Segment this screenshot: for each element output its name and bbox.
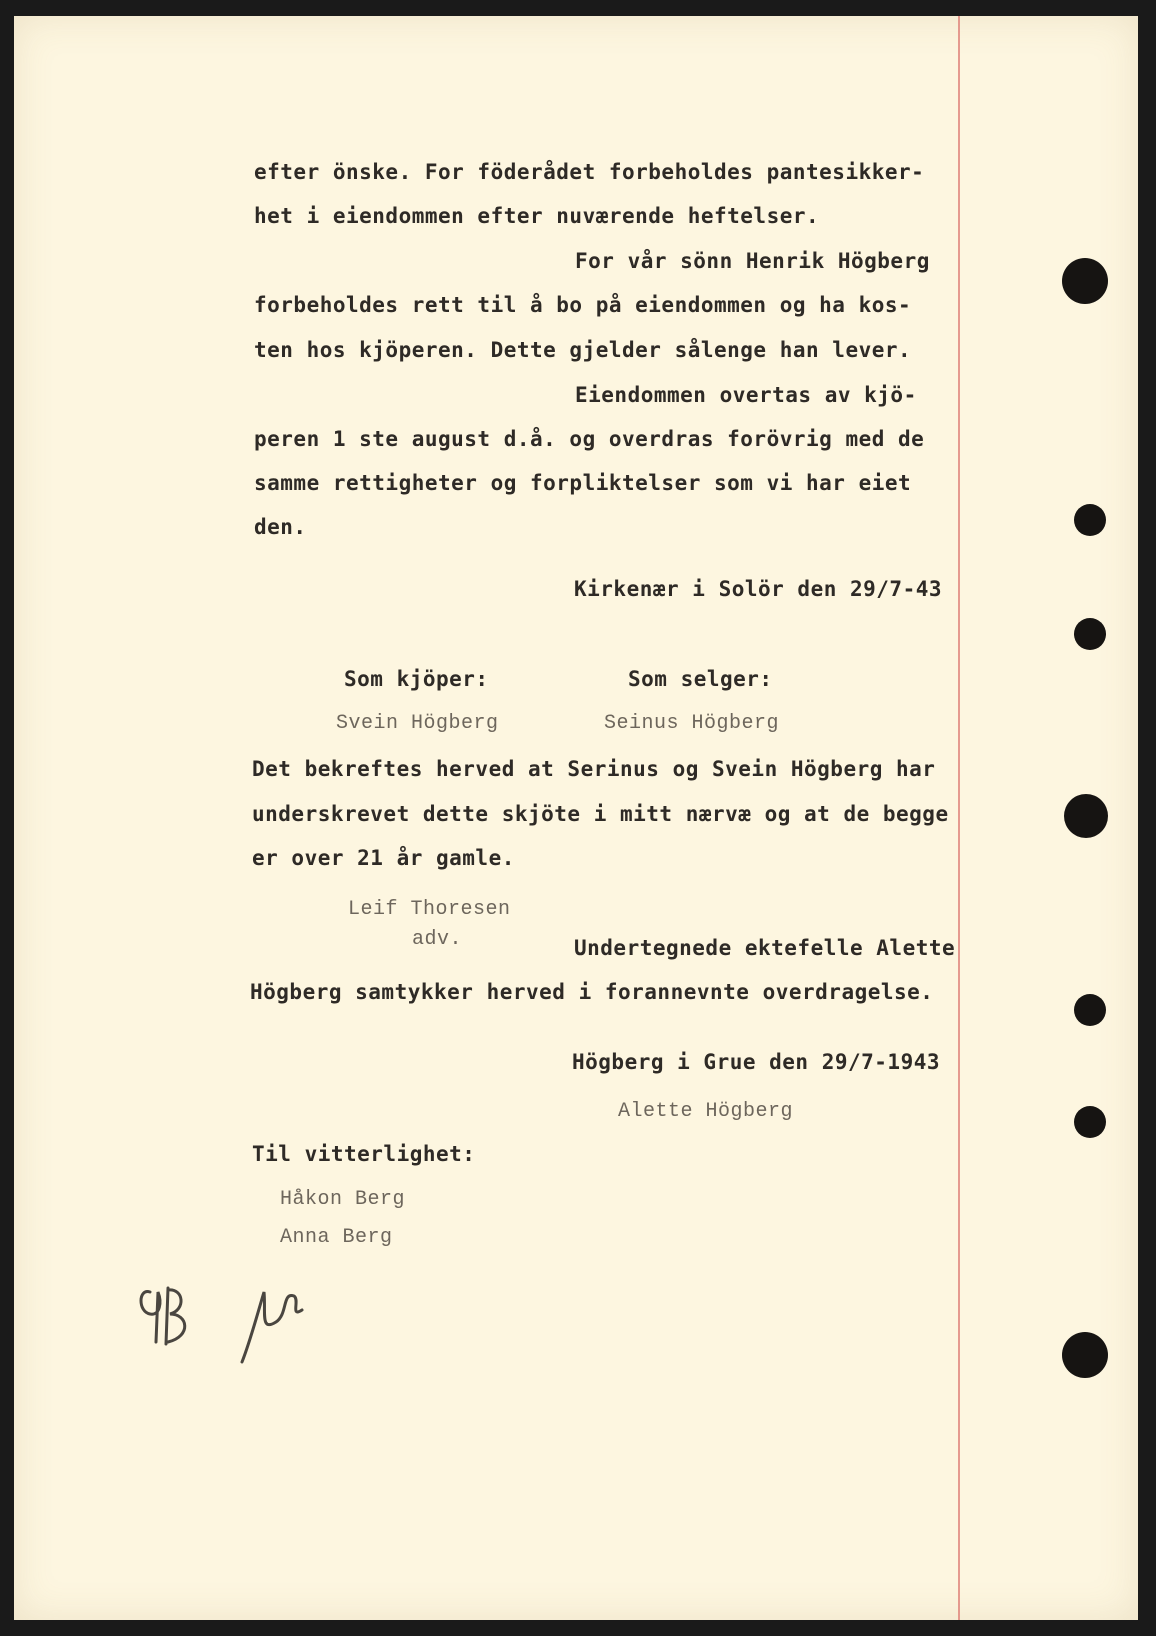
punch-hole-icon bbox=[1074, 504, 1106, 536]
buyer-signature: Svein Högberg bbox=[336, 712, 499, 735]
spouse-signature: Alette Högberg bbox=[618, 1100, 794, 1123]
text-line: For vår sönn Henrik Högberg bbox=[575, 249, 930, 273]
lawyer-signature: Leif Thoresen bbox=[348, 898, 511, 921]
document-page bbox=[14, 16, 1138, 1620]
text-line: samme rettigheter og forpliktelser som vi har eiet bbox=[254, 471, 912, 495]
text-line: peren 1 ste august d.å. og overdras forövrig med de bbox=[254, 427, 925, 451]
text-line: efter önske. For föderådet forbeholdes pantesikker- bbox=[254, 160, 925, 184]
text-line: er over 21 år gamle. bbox=[252, 846, 515, 870]
text-line: den. bbox=[254, 515, 307, 539]
punch-hole-icon bbox=[1074, 618, 1106, 650]
lawyer-title: adv. bbox=[412, 928, 463, 951]
witness-signature: Håkon Berg bbox=[280, 1188, 406, 1211]
punch-hole-icon bbox=[1074, 1106, 1106, 1138]
text-line: het i eiendommen efter nuværende heftelser. bbox=[254, 204, 820, 228]
margin-line bbox=[958, 16, 960, 1620]
punch-hole-icon bbox=[1074, 994, 1106, 1026]
place-date: Högberg i Grue den 29/7-1943 bbox=[572, 1050, 941, 1074]
seller-signature: Seinus Högberg bbox=[604, 712, 780, 735]
punch-hole-icon bbox=[1062, 258, 1108, 304]
seller-label: Som selger: bbox=[628, 667, 773, 691]
text-line: forbeholdes rett til å bo på eiendommen og ha kos- bbox=[254, 293, 912, 317]
punch-hole-icon bbox=[1062, 1332, 1108, 1378]
handwritten-initials-icon bbox=[132, 1262, 332, 1372]
text-line: Eiendommen overtas av kjö- bbox=[575, 383, 917, 407]
witness-label: Til vitterlighet: bbox=[252, 1142, 476, 1166]
text-line: underskrevet dette skjöte i mitt nærvæ og at de begge bbox=[252, 802, 949, 826]
place-date: Kirkenær i Solör den 29/7-43 bbox=[574, 577, 943, 601]
text-line: ten hos kjöperen. Dette gjelder sålenge han lever. bbox=[254, 338, 912, 362]
witness-signature: Anna Berg bbox=[280, 1226, 393, 1249]
buyer-label: Som kjöper: bbox=[344, 667, 489, 691]
text-line: Undertegnede ektefelle Alette bbox=[574, 936, 956, 960]
text-line: Högberg samtykker herved i forannevnte overdragelse. bbox=[250, 980, 934, 1004]
text-line: Det bekreftes herved at Serinus og Svein Högberg har bbox=[252, 757, 936, 781]
punch-hole-icon bbox=[1064, 794, 1108, 838]
